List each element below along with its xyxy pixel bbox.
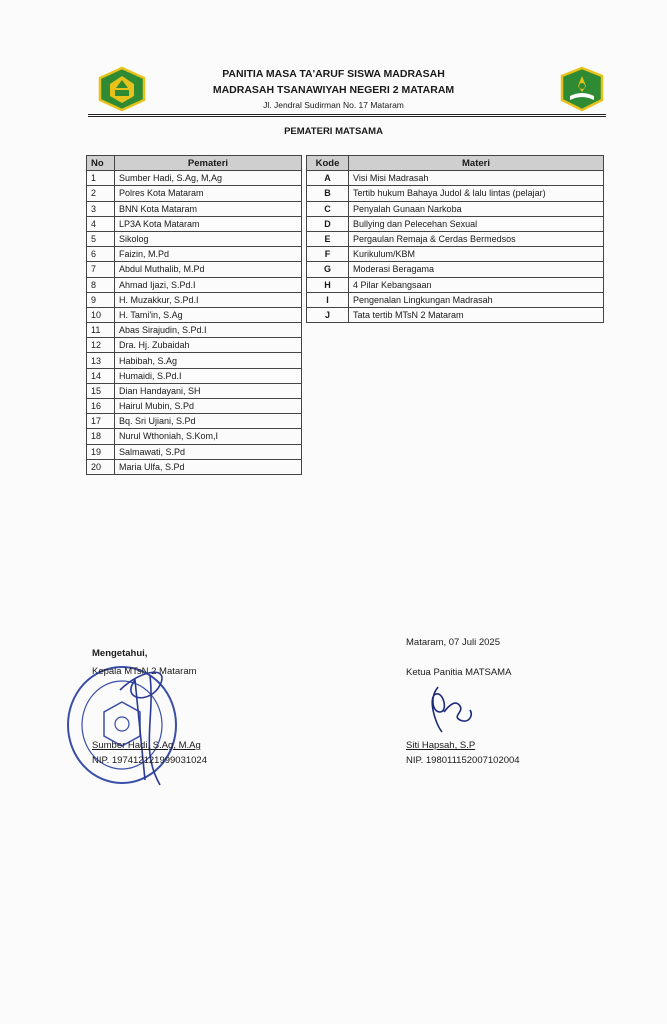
materi-kode: G xyxy=(307,262,349,277)
pemateri-no: 20 xyxy=(87,459,115,474)
pemateri-row xyxy=(87,307,302,322)
pemateri-no: 13 xyxy=(87,353,115,368)
col-header-pemateri: Pemateri xyxy=(115,156,302,171)
pemateri-no: 16 xyxy=(87,399,115,414)
pemateri-no: 3 xyxy=(87,201,115,216)
pemateri-no: 4 xyxy=(87,216,115,231)
page-title: PEMATERI MATSAMA xyxy=(284,126,383,137)
left-handwritten-signature xyxy=(100,660,190,795)
pemateri-row xyxy=(87,231,302,246)
materi-row xyxy=(307,292,604,307)
col-header-materi: Materi xyxy=(349,156,604,171)
pemateri-name: LP3A Kota Mataram xyxy=(115,216,302,231)
pemateri-name: Hairul Mubin, S.Pd xyxy=(115,399,302,414)
left-heading: Mengetahui, xyxy=(92,648,148,659)
pemateri-name: H. Tami'in, S.Ag xyxy=(115,307,302,322)
materi-title: Tertib hukum Bahaya Judol & lalu lintas (pelajar) xyxy=(349,186,604,201)
pemateri-no: 15 xyxy=(87,383,115,398)
right-signer-nip: NIP. 198011152007102004 xyxy=(406,755,520,766)
pemateri-no: 6 xyxy=(87,247,115,262)
materi-row xyxy=(307,262,604,277)
pemateri-name: Nurul Wthoniah, S.Kom,I xyxy=(115,429,302,444)
materi-row xyxy=(307,186,604,201)
materi-kode: D xyxy=(307,216,349,231)
right-handwritten-signature xyxy=(420,682,480,747)
pemateri-row xyxy=(87,459,302,474)
pemateri-no: 14 xyxy=(87,368,115,383)
pemateri-row xyxy=(87,186,302,201)
left-signer-nip: NIP. 197412121999031024 xyxy=(92,755,207,766)
materi-title: Pergaulan Remaja & Cerdas Bermedsos xyxy=(349,231,604,246)
pemateri-name: Sikolog xyxy=(115,231,302,246)
pemateri-row xyxy=(87,444,302,459)
materi-row xyxy=(307,216,604,231)
pemateri-no: 9 xyxy=(87,292,115,307)
materi-row xyxy=(307,171,604,186)
header-address: Jl. Jendral Sudirman No. 17 Mataram xyxy=(263,100,404,110)
materi-kode: E xyxy=(307,231,349,246)
place-date: Mataram, 07 Juli 2025 xyxy=(406,637,500,648)
materi-title: Penyalah Gunaan Narkoba xyxy=(349,201,604,216)
pemateri-name: Ahmad Ijazi, S.Pd.I xyxy=(115,277,302,292)
col-header-kode: Kode xyxy=(307,156,349,171)
materi-kode: F xyxy=(307,247,349,262)
materi-row xyxy=(307,231,604,246)
pemateri-row xyxy=(87,353,302,368)
materi-kode: B xyxy=(307,186,349,201)
materi-title: Kurikulum/KBM xyxy=(349,247,604,262)
pemateri-name: Polres Kota Mataram xyxy=(115,186,302,201)
pemateri-no: 1 xyxy=(87,171,115,186)
pemateri-row xyxy=(87,277,302,292)
materi-kode: A xyxy=(307,171,349,186)
pemateri-row xyxy=(87,262,302,277)
right-signer-name: Siti Hapsah, S.P xyxy=(406,740,476,751)
pemateri-row xyxy=(87,399,302,414)
pemateri-row xyxy=(87,171,302,186)
materi-kode: H xyxy=(307,277,349,292)
left-signer-name: Sumber Hadi, S.Ag, M.Ag xyxy=(92,740,201,751)
materi-title: Bullying dan Pelecehan Sexual xyxy=(349,216,604,231)
pemateri-no: 11 xyxy=(87,323,115,338)
pemateri-name: Dian Handayani, SH xyxy=(115,383,302,398)
materi-row xyxy=(307,307,604,322)
pemateri-name: Abdul Muthalib, M.Pd xyxy=(115,262,302,277)
pemateri-no: 17 xyxy=(87,414,115,429)
materi-title: Moderasi Beragama xyxy=(349,262,604,277)
header-line-1: PANITIA MASA TA'ARUF SISWA MADRASAH xyxy=(222,68,445,80)
materi-row xyxy=(307,201,604,216)
pemateri-no: 10 xyxy=(87,307,115,322)
materi-title: Tata tertib MTsN 2 Mataram xyxy=(349,307,604,322)
pemateri-no: 2 xyxy=(87,186,115,201)
pemateri-row xyxy=(87,338,302,353)
materi-row xyxy=(307,247,604,262)
materi-kode: J xyxy=(307,307,349,322)
materi-row xyxy=(307,277,604,292)
pemateri-table xyxy=(86,155,302,475)
pemateri-name: Salmawati, S.Pd xyxy=(115,444,302,459)
pemateri-name: H. Muzakkur, S.Pd.I xyxy=(115,292,302,307)
materi-title: Visi Misi Madrasah xyxy=(349,171,604,186)
materi-kode: I xyxy=(307,292,349,307)
right-signer-role: Ketua Panitia MATSAMA xyxy=(406,667,512,678)
pemateri-row xyxy=(87,323,302,338)
pemateri-row xyxy=(87,383,302,398)
pemateri-name: BNN Kota Mataram xyxy=(115,201,302,216)
materi-title: Pengenalan Lingkungan Madrasah xyxy=(349,292,604,307)
pemateri-row xyxy=(87,216,302,231)
pemateri-name: Dra. Hj. Zubaidah xyxy=(115,338,302,353)
pemateri-name: Abas Sirajudin, S.Pd.I xyxy=(115,323,302,338)
pemateri-no: 8 xyxy=(87,277,115,292)
pemateri-no: 19 xyxy=(87,444,115,459)
header-line-2: MADRASAH TSANAWIYAH NEGERI 2 MATARAM xyxy=(212,84,455,96)
pemateri-name: Maria Ulfa, S.Pd xyxy=(115,459,302,474)
pemateri-name: Habibah, S.Ag xyxy=(115,353,302,368)
pemateri-name: Humaidi, S.Pd.I xyxy=(115,368,302,383)
pemateri-no: 12 xyxy=(87,338,115,353)
col-header-no: No xyxy=(87,156,115,171)
materi-kode: C xyxy=(307,201,349,216)
pemateri-name: Bq. Sri Ujiani, S.Pd xyxy=(115,414,302,429)
pemateri-no: 7 xyxy=(87,262,115,277)
pemateri-row xyxy=(87,292,302,307)
pemateri-name: Faizin, M.Pd xyxy=(115,247,302,262)
materi-table xyxy=(306,155,604,323)
pemateri-row xyxy=(87,429,302,444)
pemateri-row xyxy=(87,247,302,262)
pemateri-row xyxy=(87,414,302,429)
pemateri-no: 18 xyxy=(87,429,115,444)
materi-title: 4 Pilar Kebangsaan xyxy=(349,277,604,292)
left-signer-role: Kepala MTsN 2 Mataram xyxy=(92,666,197,677)
header-rule-top xyxy=(88,114,606,115)
pemateri-row xyxy=(87,368,302,383)
header-rule-bottom xyxy=(88,116,606,117)
pemateri-row xyxy=(87,201,302,216)
pemateri-name: Sumber Hadi, S.Ag, M,Ag xyxy=(115,171,302,186)
pemateri-no: 5 xyxy=(87,231,115,246)
